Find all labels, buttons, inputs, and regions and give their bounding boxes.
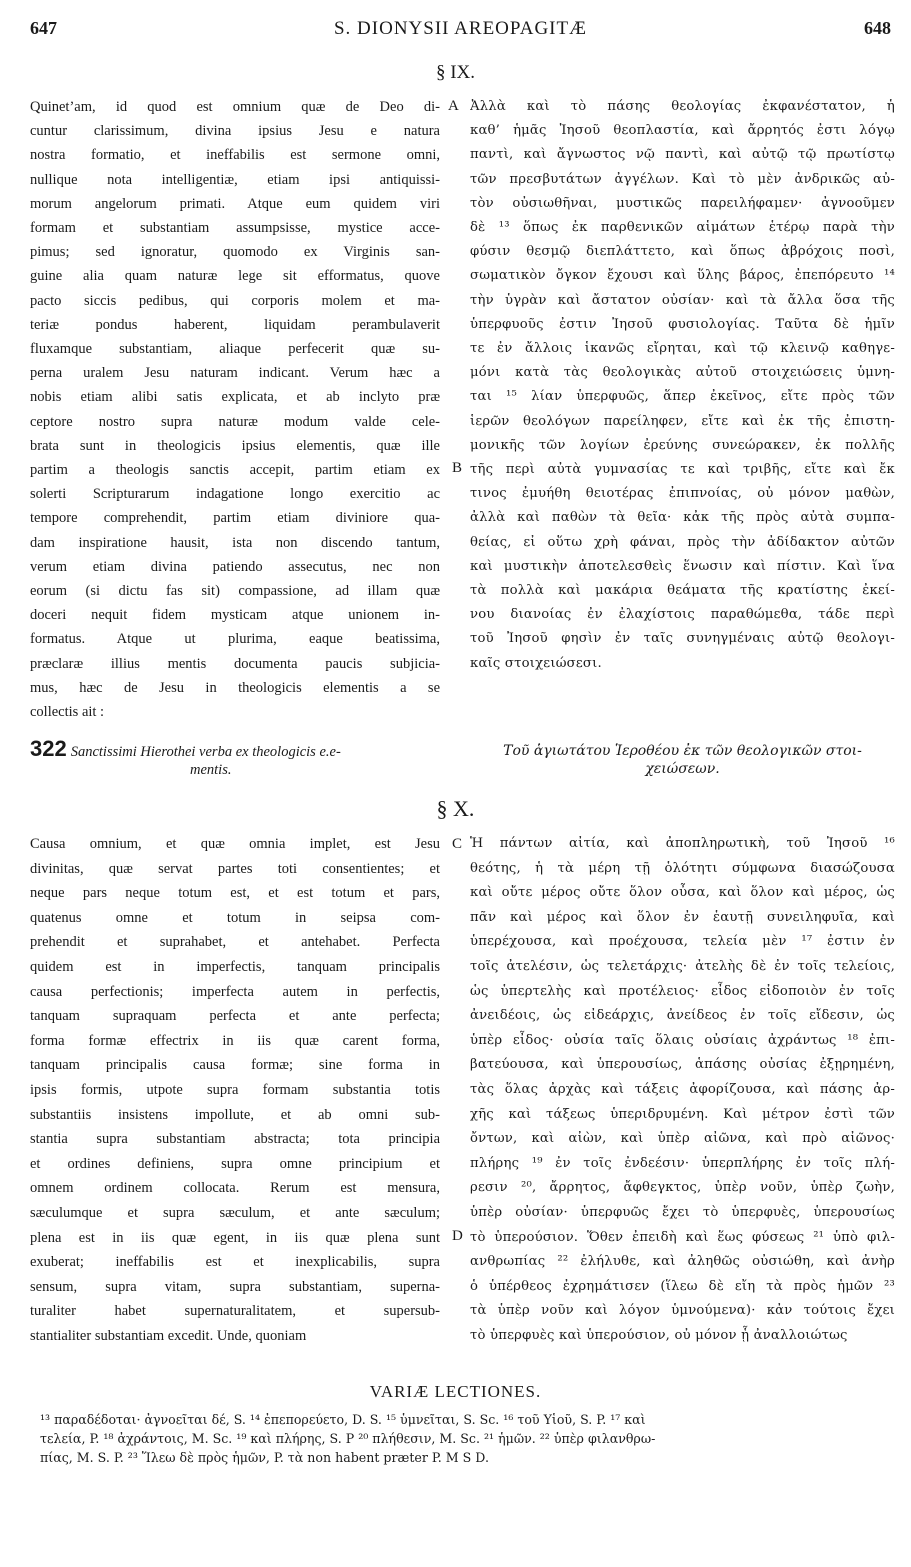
text-line: quidem est in imperfectis, tanquam principalis [30,958,440,975]
text-line: stantia supra substantiam abstracta; tota principia [30,1131,440,1148]
variae-lectiones [40,1410,890,1467]
text-line: turaliter habet supernaturalitatem, et supersub- [30,1303,440,1320]
text-line: χῆς καὶ τάξεως ὑπεριδρυμένη. Καὶ μέτρον ἐστὶ τῶν [470,1106,895,1122]
text-line: nostra formatio, et ineffabilis est sermone omni, [30,147,440,164]
text-line: sæculumque et supra sæculum, et ante sæculum; [30,1204,440,1221]
page-number-right: 648 [864,18,891,38]
greek-column-ix [470,95,895,676]
text-line: παντὶ, καὶ ἄγνωστος νῷ παντὶ, καὶ αὐτῷ τῷ πρωτίστῳ [470,147,895,163]
text-line: partim a theologis sanctis accepit, partim etiam ex [30,462,440,479]
text-line: omnem ordinem collocata. Rerum est mensura, [30,1180,440,1197]
text-line: guine alia quam naturæ lege sit efformatus, quove [30,268,440,285]
text-line: verum etiam divina patiendo assecutus, nec non [30,558,440,575]
text-line: τὸ ὑπερφυὲς καὶ ὑπερούσιον, οὐ μόνον ᾗ ἀναλλοιώτως [470,1327,848,1343]
text-line: τὰ πολλὰ καὶ μακάρια θεάματα τῆς κρατίστης ἐκεί- [470,583,895,599]
section-heading-ix: § IX. [435,62,476,83]
text-line: τινος ἐμυήθη θειοτέρας ἐπιπνοίας, οὐ μόνον μαθὼν, [470,486,895,502]
subheading-latin [30,736,450,779]
text-line: καὶ οὔτε μέρος οὔτε ὅλον οὖσα, καὶ ὅλον καὶ μέρος, ὡς [470,885,895,901]
text-line: doceri nequit fidem mysticam atque unionem in- [30,607,440,624]
subheading-latin-cont: mentis. [190,762,232,778]
text-line: τὸν οὐσιωθῆναι, μυστικῶς παρειλήφαμεν· ἀγνοοῦμεν [470,195,895,211]
text-line: morum angelorum primati. Atque eum quidem viri [30,195,440,212]
text-line: σωματικὸν ὄγκον ἔχουσι καὶ ὕλης βάρος, ἐπεπόρευτο ¹⁴ [470,268,895,284]
text-line: μονικῆς τῶν λογίων ἐρεύνης συνεώρακεν, ἐκ πολλῆς [470,437,895,453]
subheading-greek [470,742,895,778]
text-line: solerti Scripturarum indagatione longo exercitio ac [30,486,440,503]
text-line: sensum, supra vitam, supra substantiam, superna- [30,1278,440,1295]
margin-letter-a: A [448,98,459,114]
subheading-greek-cont: χειώσεων. [645,761,720,777]
text-line: ἀνειδέοις, ὡς εἰδεάρχις, ἀνείδεος ἐν τοῖς εἴδεσιν, ὡς [470,1008,895,1024]
text-line: causa perfectionis; imperfecta autem in perfectis, [30,983,440,1000]
text-line: τὴν ὑγρὰν καὶ ἄστατον οὐσίαν· καὶ τὰ ἄλλα ὅσα τῆς [470,292,895,308]
text-line: καθ’ ἡμᾶς Ἰησοῦ θεοπλαστία, καὶ ἄρρητός ἐστι λόγῳ [470,123,895,139]
text-line: pimus; sed ignoratur, quomodo ex Virginis san- [30,244,440,261]
text-line: δὲ ¹³ ὅπως ἐκ παρθενικῶν αἱμάτων ἑτέρῳ παρὰ τὴν [470,220,895,236]
text-line: ὑπερφυοῦς ἐστιν Ἰησοῦ φυσιολογίας. Ταῦτα δὲ ἡμῖν [470,316,895,332]
text-line: nobis etiam alibi satis explicata, et ab inclyto præ [30,389,440,406]
text-line: divinitas, quæ servat partes toti consentientes; et [30,860,440,877]
text-line: tanquam supraquam perfecta et ante perfecta; [30,1008,440,1025]
text-line: βατεύουσα, καὶ ὑπερουσίως, ἁπάσης οὐσίας ἐξῃρημένη, [470,1057,895,1073]
variant-reading-line: τελεία, P. ¹⁸ ἀχράντοις, M. Sc. ¹⁹ καὶ πλήρης, S. P ²⁰ πλήθεσιν, M. Sc. ²¹ ἡμῶν. ²² ὑπὲρ φιλανθρω- [40,1431,656,1446]
text-line: substantiis insistens impollute, et ab omni sub- [30,1106,440,1123]
text-line: καὶ μυστικὴν ἀποτελεσθεὶς ἕνωσιν καὶ πίστιν. Καὶ ἵνα [470,558,895,574]
latin-column-x [30,832,440,1348]
margin-letter-b: B [452,460,463,476]
text-line: τε ἐν ἄλλοις ἱκανῶς εἴρηται, καὶ τῷ κλεινῷ καθηγε- [470,341,895,357]
text-line: mus, hæc de Jesu in theologicis elementis a se [30,679,440,696]
text-line: Ἡ πάντων αἰτία, καὶ ἀποπληρωτικὴ, τοῦ Ἰησοῦ ¹⁶ [470,836,895,851]
text-line: quatenus omne et totum in seipsa com- [30,909,440,926]
text-line: exuberat; ineffabilis est et inexplicabilis, supra [30,1254,440,1271]
text-line: Ἀλλὰ καὶ τὸ πάσης θεολογίας ἐκφανέστατον, ἡ [470,99,895,114]
margin-letter-d: D [452,1228,463,1244]
text-line: plena est in iis quæ egent, in iis quæ plena sunt [30,1229,440,1246]
margin-letter-c: C [452,836,463,852]
text-line: tempore comprehendit, partim etiam diviniore qua- [30,510,440,527]
text-line: ὡς ὑπερτελὴς καὶ προτέλειος· εἶδος εἰδοποιὸν ἐν τοῖς [470,983,895,999]
text-line: eorum (si dictu fas sit) compassione, ad illam quæ [30,583,440,600]
text-line: τὰς ὅλας ἀρχὰς καὶ τάξεις ἀφορίζουσα, καὶ πάσης ἀρ- [470,1081,895,1097]
text-line: Causa omnium, et quæ omnia implet, est Jesu [30,836,440,852]
section-heading-x: § X. [436,796,475,821]
text-line: præclaræ illius mentis documenta paucis subjicia- [30,655,440,672]
text-line: τὸ ὑπερούσιον. Ὅθεν ἐπειδὴ καὶ ἕως φύσεως ²¹ ὑπὸ φιλ- [470,1229,895,1245]
text-line: ceptore nostro supra naturæ modum valde cele- [30,413,440,430]
text-line: ἱερῶν θεολόγων παρείληφεν, εἴτε καὶ ἐκ τῆς ἐπιστη- [470,413,895,429]
text-line: formatus. Atque ut plurima, eaque beatissima, [30,631,440,648]
text-line: νου διανοίας ἐν ἐλαχίστοις παραθώμεθα, τάδε περὶ [470,607,895,623]
text-line: ipsis formis, utpote supra formam substantia totis [30,1081,440,1098]
text-line: brata sunt in theologicis ipsius elementis, quæ ille [30,437,440,454]
text-line: πᾶν καὶ μέρος καὶ ὅλον ἐν ἑαυτῇ συνειληφυῖα, καὶ [470,909,895,925]
text-line: Quinet’am, id quod est omnium quæ de Deo di- [30,99,440,115]
text-line: ρεσιν ²⁰, ἄρρητος, ἄφθεγκτος, ὑπὲρ νοῦν, ὑπὲρ ζωὴν, [470,1180,895,1196]
text-line: τοῦ Ἰησοῦ φησὶν ἐν ταῖς συνηγμέναις αὐτῷ θεολογι- [470,631,895,647]
text-line: ὑπὲρ οὐσίαν· ὑπερφυῶς ἔχει τὸ ὑπερφυὲς, ὑπερουσίως [470,1204,895,1220]
text-line: forma formæ effectrix in iis quæ carent forma, [30,1032,440,1049]
text-line: θείας, εἰ οὕτω χρὴ φάναι, πρὸς τὴν ἀδίδακτον αὐτῶν [470,534,895,550]
text-line: ανθρωπίας ²² ἐλήλυθε, καὶ ἀληθῶς οὐσιώθη, καὶ ἀνὴρ [470,1254,895,1270]
subheading-latin-text: Sanctissimi Hierothei verba ex theologicis e.e- [70,744,341,760]
text-line: ὑπερέχουσα, καὶ προέχουσα, τελεία μὲν ¹⁷ ἐστιν ἐν [470,934,895,950]
latin-column-ix [30,95,440,724]
text-line: nullique nota intelligentiæ, etiam ipsi antiquissi- [30,171,440,188]
text-line: tanquam principalis causa formæ; sine forma in [30,1057,440,1074]
variant-reading-line: πίας, M. S. P. ²³ Ἵλεω δὲ πρὸς ἡμῶν, P. τὰ non habent præter P. M S D. [40,1450,489,1465]
text-line: τοῖς ἀτελέσιν, ὡς τελετάρχις· ἀτελὴς δὲ ἐν τοῖς τελείοις, [470,958,895,974]
text-line: teriæ pondus haberent, liquidam perambulaverit [30,316,440,333]
text-line: neque pars neque totum est, et est totum et pars, [30,885,440,902]
text-line: ἀλλὰ καὶ παθὼν τὰ θεῖα· κἀκ τῆς πρὸς αὐτὰ συμπα- [470,510,895,526]
running-header [30,18,891,42]
text-line: collectis ait : [30,704,105,721]
text-line: τῆς περὶ αὐτὰ γυμνασίας τε καὶ τριβῆς, εἴτε καὶ ἔκ [470,462,895,478]
text-line: dam inspiratione hausit, ista non discendo tantum, [30,534,440,551]
text-line: καῖς στοιχειώσεσι. [470,655,602,671]
text-line: τῶν πρεσβυτάτων ἀγγέλων. Καὶ τὸ μὲν ἀνδρικῶς αὐ- [470,171,895,187]
text-line: ται ¹⁵ λίαν ὑπερφυῶς, ἅπερ ἐκεῖνος, εἴτε πρὸς τῶν [470,389,895,405]
text-line: τὰ ὑπὲρ νοῦν καὶ λόγον ὑμνούμενα)· κἀν τούτοις ἔχει [470,1303,895,1319]
text-line: μόνι κατὰ τὰς θεολογικὰς αὐτοῦ στοιχειώσεις ὑμνη- [470,365,895,381]
text-line: perna uralem Jesu naturam indicant. Verum hæc a [30,365,440,382]
text-line: formam et substantiam assumpsisse, mystice acce- [30,220,440,237]
text-line: cuntur clarissimum, divina ipsius Jesu e natura [30,123,440,140]
subheading-greek-text: Τοῦ ἁγιωτάτου Ἱεροθέου ἐκ τῶν θεολογικῶν στοι- [503,743,862,759]
text-line: fluxamque substantiam, aliaque perfecerit quæ su- [30,341,440,358]
text-line: et ordines definiens, supra omne principium et [30,1155,440,1172]
text-line: φύσιν θεσμῷ διεπλάττετο, καὶ ὅπως ἀβρόχοις ποσὶ, [470,244,895,260]
text-line: pacto siccis pedibus, qui corporis molem et ma- [30,292,440,309]
page-number-left: 647 [30,18,57,38]
variae-lectiones-title: VARIÆ LECTIONES. [369,1382,542,1401]
running-title: S. DIONYSII AREOPAGITÆ [333,18,587,39]
text-line: θεότης, ἡ τὰ μέρη τῇ ὁλότητι σύμφωνα διασώζουσα [470,860,895,876]
text-line: stantialiter substantiam excedit. Unde, quoniam [30,1327,307,1344]
text-line: πλήρης ¹⁹ ἐν τοῖς ἐνδεέσιν· ὑπερπλήρης ἐν τοῖς πλή- [470,1155,895,1171]
text-line: ὑπὲρ εἶδος· οὐσία ταῖς ὅλαις οὐσίαις ἀχράντως ¹⁸ ἐπι- [470,1032,895,1048]
text-line: ὄντων, καὶ αἰὼν, καὶ ὑπὲρ αἰῶνα, καὶ πρὸ αἰῶνος· [470,1131,895,1147]
greek-column-x [470,832,895,1348]
paragraph-number: 322 [30,736,67,761]
text-line: prehendit et suprahabet, et antehabet. Perfecta [30,934,440,951]
text-line: ὁ ὑπέρθεος ἐχρημάτισεν (ἵλεω δὲ εἴη τὰ πρὸς ἡμῶν ²³ [470,1278,895,1294]
variant-reading-line: ¹³ παραδέδοται· ἀγνοεῖται δέ, S. ¹⁴ ἐπεπορεύετο, D. S. ¹⁵ ὑμνεῖται, S. Sc. ¹⁶ τοῦ Υἱοῦ, S. P. ¹⁷ καὶ [40,1412,646,1427]
